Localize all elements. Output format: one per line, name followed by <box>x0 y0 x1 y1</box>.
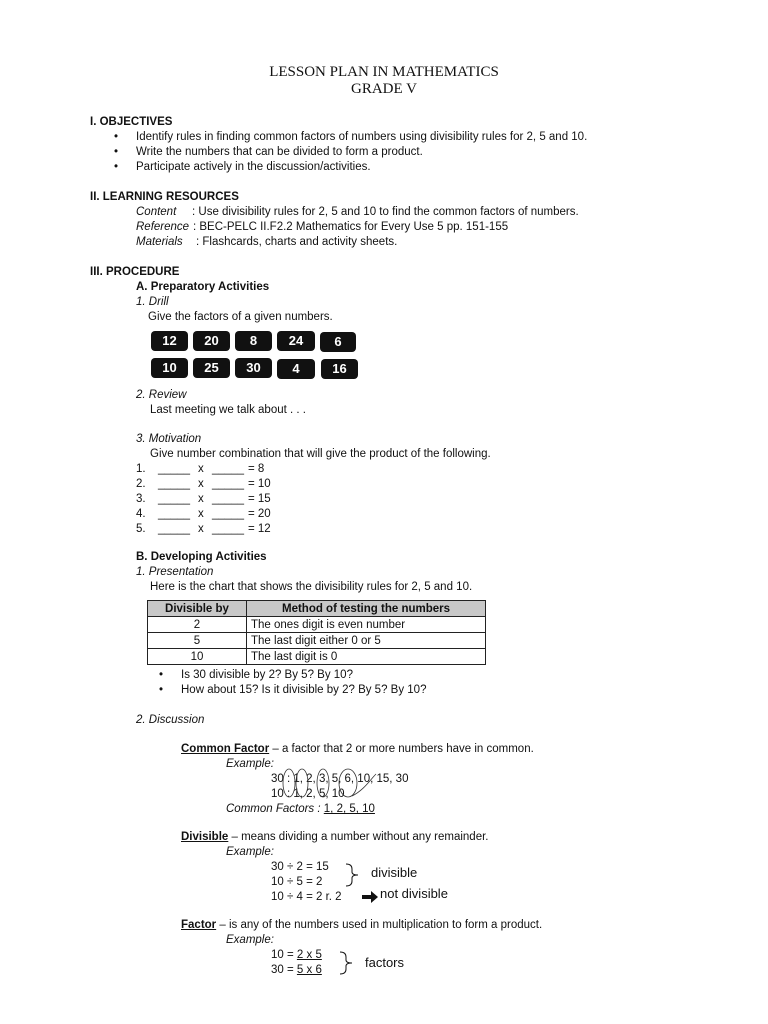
reference-value: : BEC-PELC II.F2.2 Mathematics for Every Use 5 pp. 151-155 <box>193 221 509 233</box>
product-result: = 12 <box>248 523 271 535</box>
factor-pair: 5 x 6 <box>296 964 322 976</box>
common-factors-value: 1, 2, 5, 10 <box>323 803 375 815</box>
document-title: LESSON PLAN IN MATHEMATICS <box>269 64 499 80</box>
question-item: • Is 30 divisible by 2? By 5? By 10? <box>181 668 353 682</box>
factor-definition <box>181 918 542 932</box>
table-row <box>148 649 486 665</box>
divisibility-rules-table <box>147 600 486 665</box>
question-item: • How about 15? Is it divisible by 2? By 5? By 10? <box>181 683 426 697</box>
motivation-number: 2. <box>136 478 146 490</box>
materials-label: Materials <box>136 236 183 248</box>
column-header: Divisible by <box>148 601 247 617</box>
product-result: = 15 <box>248 493 271 505</box>
common-factor-definition <box>181 742 534 756</box>
factor-pair: 2 x 5 <box>296 949 322 961</box>
circle-mark <box>339 769 357 797</box>
table-cell: 5 <box>148 633 247 649</box>
arrow-right-icon <box>362 891 378 903</box>
table-header-row <box>148 601 486 617</box>
document-subtitle: GRADE V <box>351 81 417 97</box>
product-result: = 10 <box>248 478 271 490</box>
circle-mark <box>283 769 295 797</box>
answer-blank: _____ <box>212 523 244 535</box>
presentation-label: 1. Presentation <box>136 566 214 578</box>
answer-blank: _____ <box>158 508 190 520</box>
answer-blank: _____ <box>212 493 244 505</box>
common-factor-circles <box>280 766 380 806</box>
drill-card: 30 <box>235 358 272 378</box>
motivation-label: 3. Motivation <box>136 433 202 445</box>
times-sign: x <box>198 478 204 490</box>
table-row <box>148 633 486 649</box>
motivation-number: 1. <box>136 463 146 475</box>
not-divisible-note: not divisible <box>380 886 448 901</box>
content-value: : Use divisibility rules for 2, 5 and 10 to find the common factors of numbers. <box>192 206 579 218</box>
product-value: 30 = <box>271 964 297 976</box>
common-factor-text: – a factor that 2 or more numbers have in common. <box>269 743 534 755</box>
procedure-heading: III. PROCEDURE <box>90 266 180 278</box>
drill-card: 20 <box>193 331 230 351</box>
times-sign: x <box>198 508 204 520</box>
divisible-note: divisible <box>371 865 418 880</box>
brace-icon <box>338 950 358 976</box>
drill-card: 12 <box>151 331 188 351</box>
objective-item: • Write the numbers that can be divided to form a product. <box>136 145 423 159</box>
brace-icon <box>344 862 364 888</box>
objective-item: • Participate actively in the discussion/activities. <box>136 160 371 174</box>
times-sign: x <box>198 493 204 505</box>
factor-text: – is any of the numbers used in multiplication to form a product. <box>216 919 543 931</box>
answer-blank: _____ <box>212 478 244 490</box>
divisible-term: Divisible <box>181 831 229 843</box>
common-factors-line <box>226 802 375 816</box>
objective-item: • Identify rules in finding common factors of numbers using divisibility rules for 2, 5 and 10. <box>136 130 587 144</box>
review-text: Last meeting we talk about . . . <box>150 404 306 416</box>
answer-blank: _____ <box>158 463 190 475</box>
drill-card: 6 <box>320 332 356 352</box>
times-sign: x <box>198 523 204 535</box>
division-example: 30 ÷ 2 = 15 <box>271 861 329 873</box>
factor-example <box>271 948 322 962</box>
developing-heading: B. Developing Activities <box>136 551 267 563</box>
circle-mark <box>296 769 308 797</box>
table-cell: 10 <box>148 649 247 665</box>
objectives-heading: I. OBJECTIVES <box>90 116 173 128</box>
drill-card: 24 <box>277 331 315 351</box>
answer-blank: _____ <box>158 493 190 505</box>
presentation-text: Here is the chart that shows the divisibility rules for 2, 5 and 10. <box>150 581 473 593</box>
content-label: Content <box>136 206 177 218</box>
division-example: 10 ÷ 4 = 2 r. 2 <box>271 891 342 903</box>
answer-blank: _____ <box>212 463 244 475</box>
example-label: Example: <box>226 846 274 858</box>
product-result: = 8 <box>248 463 265 475</box>
drill-card: 8 <box>235 331 272 351</box>
motivation-number: 3. <box>136 493 146 505</box>
division-example: 10 ÷ 5 = 2 <box>271 876 323 888</box>
resources-heading: II. LEARNING RESOURCES <box>90 191 239 203</box>
divisible-definition <box>181 830 488 844</box>
answer-blank: _____ <box>158 523 190 535</box>
example-label: Example: <box>226 934 274 946</box>
table-row <box>148 617 486 633</box>
product-result: = 20 <box>248 508 271 520</box>
preparatory-heading: A. Preparatory Activities <box>136 281 270 293</box>
drill-card: 4 <box>277 359 315 379</box>
discussion-label: 2. Discussion <box>136 714 205 726</box>
motivation-text: Give number combination that will give the product of the following. <box>150 448 491 460</box>
factors-of-30: 30 : 1, 2, 3, 5, 6, 10, 15, 30 <box>271 773 409 785</box>
motivation-number: 4. <box>136 508 146 520</box>
times-sign: x <box>198 463 204 475</box>
drill-text: Give the factors of a given numbers. <box>148 311 333 323</box>
review-label: 2. Review <box>136 389 187 401</box>
table-cell: The last digit is 0 <box>247 649 486 665</box>
factor-example <box>271 963 322 977</box>
divisible-text: – means dividing a number without any remainder. <box>228 831 489 843</box>
answer-blank: _____ <box>158 478 190 490</box>
factor-term: Factor <box>181 919 217 931</box>
common-factors-label: Common Factors : <box>226 803 324 815</box>
answer-blank: _____ <box>212 508 244 520</box>
materials-value: : Flashcards, charts and activity sheets. <box>196 236 398 248</box>
factors-note: factors <box>365 955 405 970</box>
table-cell: 2 <box>148 617 247 633</box>
table-cell: The ones digit is even number <box>247 617 486 633</box>
column-header: Method of testing the numbers <box>247 601 486 617</box>
drill-card: 16 <box>321 359 358 379</box>
factors-of-10: 10 : 1, 2, 5, 10 <box>271 788 345 800</box>
drill-label: 1. Drill <box>136 296 169 308</box>
circle-mark <box>317 769 329 797</box>
table-cell: The last digit either 0 or 5 <box>247 633 486 649</box>
drill-card: 10 <box>151 358 188 378</box>
drill-card: 25 <box>193 358 230 378</box>
motivation-number: 5. <box>136 523 146 535</box>
product-value: 10 = <box>271 949 297 961</box>
connector-line <box>352 774 376 796</box>
example-label: Example: <box>226 758 274 770</box>
common-factor-term: Common Factor <box>181 743 270 755</box>
reference-label: Reference <box>136 221 190 233</box>
